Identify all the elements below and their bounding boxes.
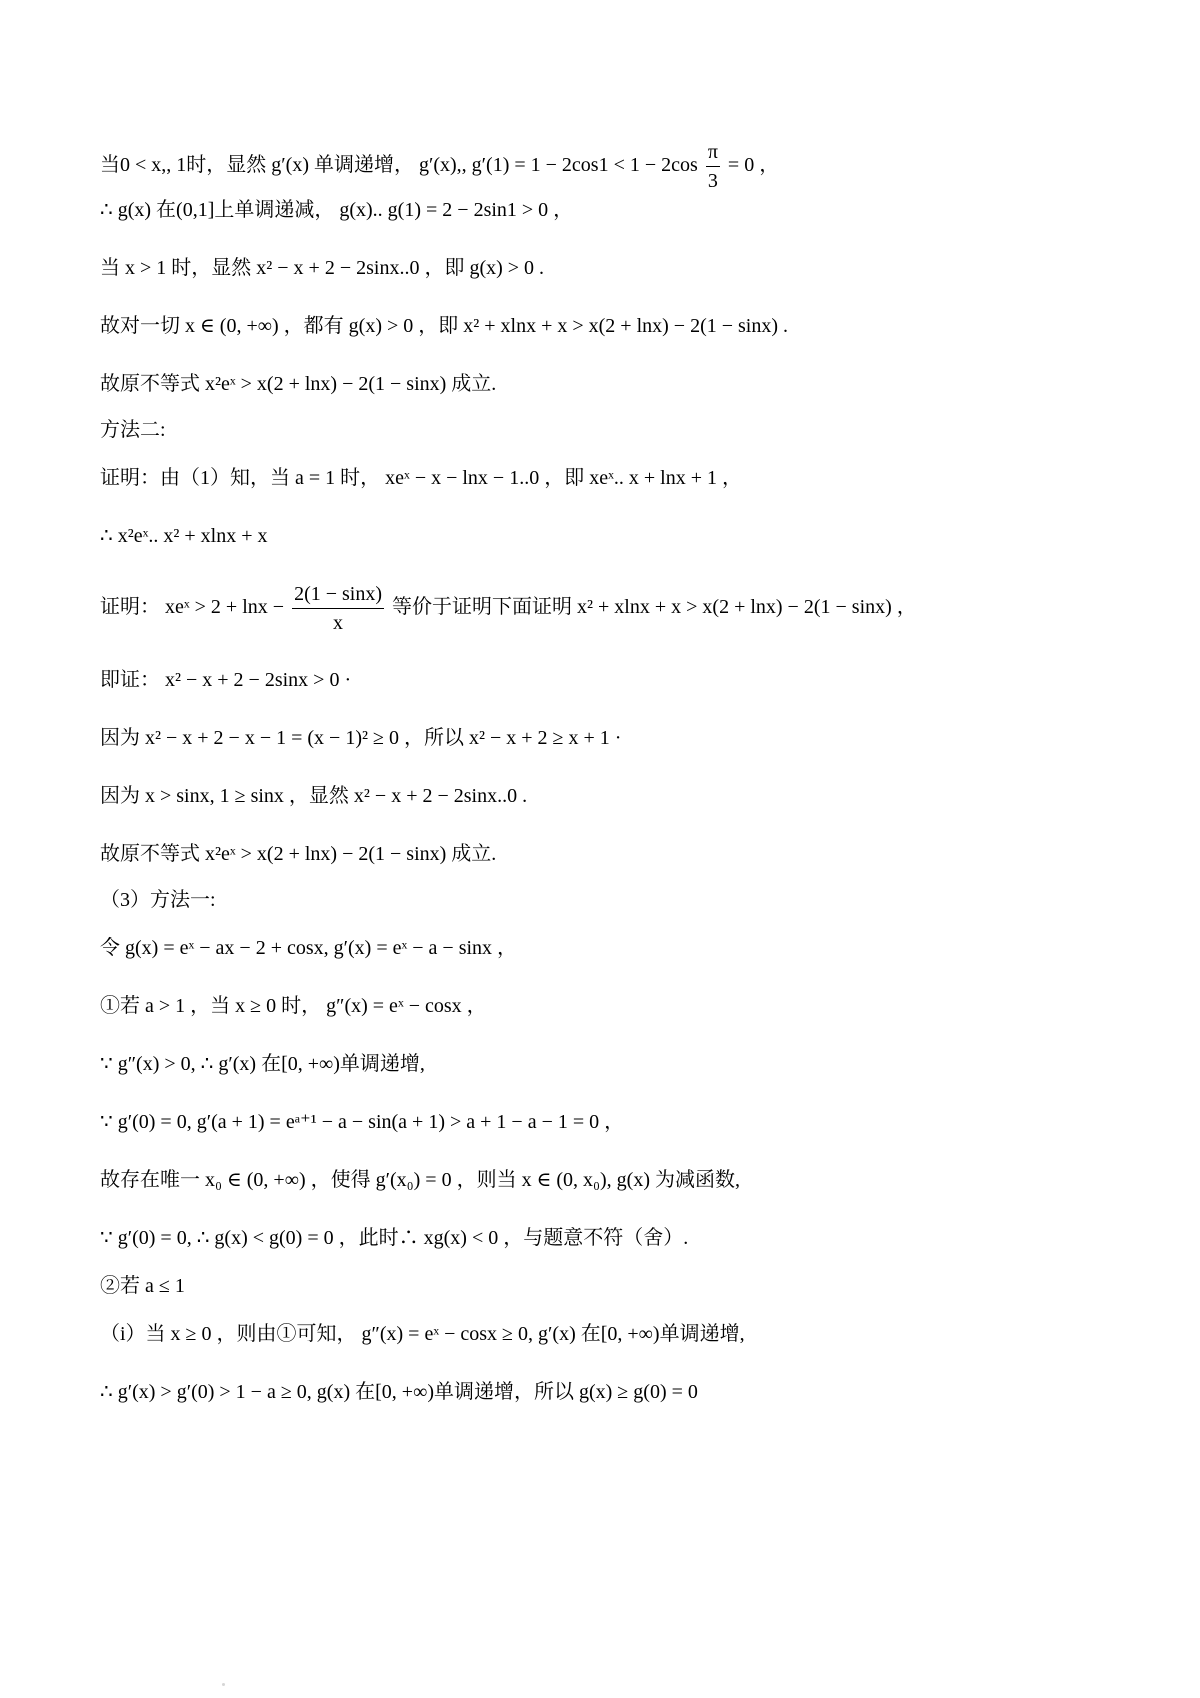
pi-over-3-fraction xyxy=(706,138,720,195)
proof-line-12: 因为 x > sinx, 1 ≥ sinx ，显然 x² − x + 2 − 2sinx..0 . xyxy=(100,785,528,807)
part-3-heading: （3）方法一: xyxy=(100,889,216,911)
proof-line-2: ∴ g(x) 在(0,1]上单调递减， g(x).. g(1) = 2 − 2sin1 > 0 ， xyxy=(100,199,574,221)
proof-line-15: 令 g(x) = eˣ − ax − 2 + cosx, g′(x) = eˣ − a − sinx ， xyxy=(100,937,518,959)
proof-line-7: 证明：由（1）知，当 a = 1 时， xeˣ − x − lnx − 1..0 ，即 xeˣ.. x + lnx + 1 ， xyxy=(100,467,742,489)
line-9-tail: 等价于证明下面证明 x² + xlnx + x > x(2 + lnx) − 2(1 − sinx) ， xyxy=(392,596,917,619)
proof-line-1 xyxy=(100,138,779,195)
proof-line-8: ∴ x²eˣ.. x² + xlnx + x xyxy=(100,525,268,547)
proof-line-20: ∵ g′(0) = 0, ∴ g(x) < g(0) = 0 ，此时∴ xg(x) < 0 ，与题意不符（舍）. xyxy=(100,1227,689,1249)
sin-fraction xyxy=(292,580,384,637)
proof-line-19: 故存在唯一 x₀ ∈ (0, +∞) ，使得 g′(x₀) = 0 ，则当 x ∈ (0, x₀), g(x) 为减函数, xyxy=(100,1169,740,1191)
case-two-heading: ②若 a ≤ 1 xyxy=(100,1275,185,1297)
fraction-denominator: x xyxy=(292,608,384,637)
proof-line-3: 当 x > 1 时，显然 x² − x + 2 − 2sinx..0 ，即 g(x) > 0 . xyxy=(100,257,545,279)
proof-line-23: ∴ g′(x) > g′(0) > 1 − a ≥ 0, g(x) 在[0, +∞)单调递增，所以 g(x) ≥ g(0) = 0 xyxy=(100,1381,698,1403)
proof-line-18: ∵ g′(0) = 0, g′(a + 1) = eᵃ⁺¹ − a − sin(a + 1) > a + 1 − a − 1 = 0 ， xyxy=(100,1111,625,1133)
proof-line-10: 即证： x² − x + 2 − 2sinx > 0 · xyxy=(100,669,352,691)
proof-line-9 xyxy=(100,580,917,637)
scan-speck xyxy=(222,1683,225,1686)
method-two-heading: 方法二: xyxy=(100,419,166,441)
line-9-text: 证明： xeˣ > 2 + lnx − xyxy=(100,596,285,619)
proof-line-22: （i）当 x ≥ 0 ，则由①可知， g″(x) = eˣ − cosx ≥ 0, g′(x) 在[0, +∞)单调递增, xyxy=(100,1323,745,1345)
proof-line-17: ∵ g″(x) > 0, ∴ g′(x) 在[0, +∞)单调递增, xyxy=(100,1053,425,1075)
line-1-tail: = 0 ， xyxy=(727,154,780,177)
proof-line-16: ①若 a > 1 ，当 x ≥ 0 时， g″(x) = eˣ − cosx ， xyxy=(100,995,487,1017)
line-1-text: 当0 < x,, 1时，显然 g′(x) 单调递增， g′(x),, g′(1) = 1 − 2cos1 < 1 − 2cos xyxy=(100,154,698,177)
proof-line-11: 因为 x² − x + 2 − x − 1 = (x − 1)² ≥ 0 ，所以 x² − x + 2 ≥ x + 1 · xyxy=(100,727,622,749)
fraction-numerator: 2(1 − sinx) xyxy=(294,583,383,605)
proof-line-5: 故原不等式 x²eˣ > x(2 + lnx) − 2(1 − sinx) 成立. xyxy=(100,373,497,395)
proof-line-13: 故原不等式 x²eˣ > x(2 + lnx) − 2(1 − sinx) 成立. xyxy=(100,843,497,865)
fraction-numerator: π xyxy=(707,141,718,163)
fraction-denominator: 3 xyxy=(706,166,720,195)
proof-line-4: 故对一切 x ∈ (0, +∞) ，都有 g(x) > 0 ，即 x² + xlnx + x > x(2 + lnx) − 2(1 − sinx) . xyxy=(100,315,789,337)
